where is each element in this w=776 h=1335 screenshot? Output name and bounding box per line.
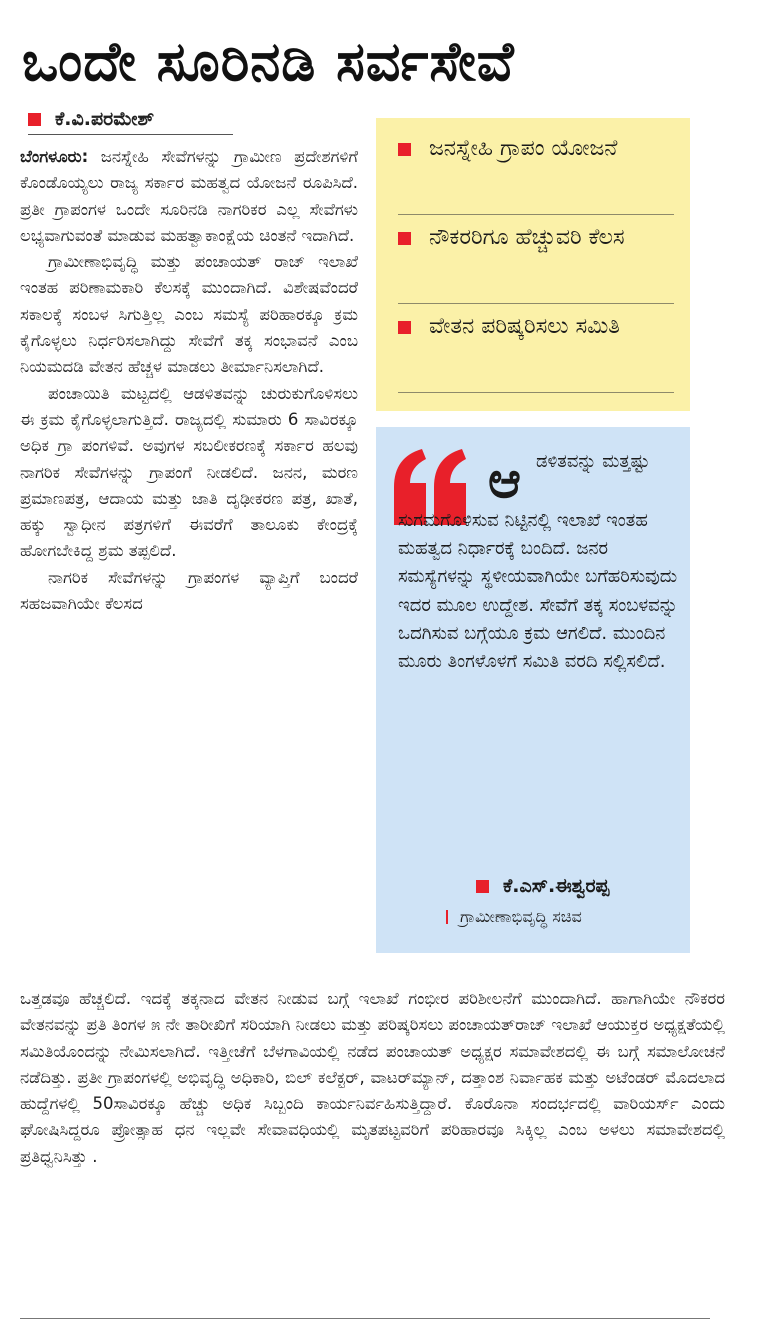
article-paragraph <box>20 144 358 249</box>
byline-author: ಕೆ.ವಿ.ಪರಮೇಶ್ <box>55 108 155 130</box>
quote-author <box>476 875 609 897</box>
highlight-text: ಜನಸ್ನೇಹಿ ಗ್ರಾಪಂ ಯೋಜನೆ <box>429 136 618 161</box>
quote-author-name: ಕೆ.ಎಸ್.ಈಶ್ವರಪ್ಪ <box>503 875 610 897</box>
byline <box>28 104 233 135</box>
article-column <box>20 144 358 986</box>
highlight-item <box>398 221 674 304</box>
article-paragraph: ನಾಗರಿಕ ಸೇವೆಗಳನ್ನು ಗ್ರಾಪಂಗಳ ವ್ಯಾಪ್ತಿಗೆ ಬಂದರೆ ಸಹಜವಾಗಿಯೇ ಕೆಲಸದ <box>20 567 358 614</box>
article-paragraph: ಗ್ರಾಮೀಣಾಭಿವೃದ್ಧಿ ಮತ್ತು ಪಂಚಾಯತ್ ರಾಜ್ ಇಲಾಖೆ ಇಂತಹ ಪರಿಣಾಮಕಾರಿ ಕೆಲಸಕ್ಕೆ ಮುಂದಾಗಿದೆ. ವಿಶೇಷವೆಂದರೆ ಸಕಾಲಕ್ಕೆ ಸಂಬಳ ಸಿಗುತ್ತಿಲ್ಲ ಎಂಬ ಸಮಸ್ಯೆ ಪರಿಹಾರಕ್ಕೂ ಕ್ರಮ ಕೈಗೊಳ್ಳಲು ನಿರ್ಧರಿಸಲಾಗಿದ್ದು ಸೇವೆಗೆ ತಕ್ಕ ಸಂಭಾವನೆ ಎಂಬ ನಿಯಮದಡಿ ವೇತನ ಹೆಚ್ಚಳ ಮಾಡಲು ತೀರ್ಮಾನಿಸಲಾಗಿದೆ. <box>20 252 358 377</box>
quote-role-text: ಗ್ರಾಮೀಣಾಭಿವೃದ್ಧಿ ಸಚಿವ <box>460 907 582 926</box>
dateline: ಬೆಂಗಳೂರು: <box>20 147 89 166</box>
quote-author-role <box>446 907 582 927</box>
divider <box>20 1318 710 1319</box>
quote-text: ಸುಗಮಗೊಳಿಸುವ ನಿಟ್ಟಿನಲ್ಲಿ ಇಲಾಖೆ ಇಂತಹ ಮಹತ್ವದ ನಿರ್ಧಾರಕ್ಕೆ ಬಂದಿದೆ. ಜನರ ಸಮಸ್ಯೆಗಳನ್ನು ಸ್ಥಳೀಯವಾಗಿಯೇ ಬಗೆಹರಿಸುವುದು ಇದರ ಮೂಲ ಉದ್ದೇಶ. ಸೇವೆಗೆ ತಕ್ಕ ಸಂಬಳವನ್ನು ಒದಗಿಸುವ ಬಗ್ಗೆಯೂ ಕ್ರಮ ಆಗಲಿದೆ. ಮುಂದಿನ ಮೂರು ತಿಂಗಳೊಳಗೆ ಸಮಿತಿ ವರದಿ ಸಲ್ಲಿಸಲಿದೆ. <box>398 510 678 673</box>
quote-box <box>376 427 690 953</box>
bullet-square-icon <box>28 113 41 126</box>
highlight-item <box>398 132 674 215</box>
highlight-text: ನೌಕರರಿಗೂ ಹೆಚ್ಚುವರಿ ಕೆಲಸ <box>429 225 625 250</box>
bar-icon <box>446 910 448 924</box>
headline: ಒಂದೇ ಸೂರಿನಡಿ ಸರ್ವಸೇವೆ <box>22 30 515 93</box>
highlight-item <box>398 310 674 393</box>
paragraph-text: ಜನಸ್ನೇಹಿ ಸೇವೆಗಳನ್ನು ಗ್ರಾಮೀಣ ಪ್ರದೇಶಗಳಿಗೆ ಕೊಂಡೊಯ್ಯಲು ರಾಜ್ಯ ಸರ್ಕಾರ ಮಹತ್ವದ ಯೋಜನೆ ರೂಪಿಸಿದೆ. ಪ್ರತೀ ಗ್ರಾಪಂಗಳ ಒಂದೇ ಸೂರಿನಡಿ ನಾಗರಿಕರ ಎಲ್ಲ ಸೇವೆಗಳು ಲಭ್ಯವಾಗುವಂತೆ ಮಾಡುವ ಮಹತ್ವಾಕಾಂಕ್ಷೆಯ ಚಿಂತನೆ ಇದಾಗಿದೆ. <box>20 147 358 245</box>
article-continuation <box>20 986 725 1306</box>
bullet-square-icon <box>476 880 489 893</box>
highlight-text: ವೇತನ ಪರಿಷ್ಕರಿಸಲು ಸಮಿತಿ <box>429 314 620 339</box>
highlights-box <box>376 118 690 411</box>
article-paragraph: ಪಂಚಾಯಿತಿ ಮಟ್ಟದಲ್ಲಿ ಆಡಳಿತವನ್ನು ಚುರುಕುಗೊಳಿಸಲು ಈ ಕ್ರಮ ಕೈಗೊಳ್ಳಲಾಗುತ್ತಿದೆ. ರಾಜ್ಯದಲ್ಲಿ ಸುಮಾರು 6 ಸಾವಿರಕ್ಕೂ ಅಧಿಕ ಗ್ರಾ ಪಂಗಳಿವೆ. ಅವುಗಳ ಸಬಲೀಕರಣಕ್ಕೆ ಸರ್ಕಾರ ಹಲವು ನಾಗರಿಕ ಸೇವೆಗಳನ್ನು ಗ್ರಾಪಂಗೆ ನೀಡಲಿದೆ. ಜನನ, ಮರಣ ಪ್ರಮಾಣಪತ್ರ, ಆದಾಯ ಮತ್ತು ಜಾತಿ ದೃಢೀಕರಣ ಪತ್ರ, ಖಾತೆ, ಹಕ್ಕು ಸ್ವಾಧೀನ ಪತ್ರಗಳಿಗೆ ಈವರೆಗೆ ತಾಲೂಕು ಕೇಂದ್ರಕ್ಕೆ ಹೋಗಬೇಕಿದ್ದ ಶ್ರಮ ತಪ್ಪಲಿದೆ. <box>20 383 358 561</box>
bullet-square-icon <box>398 321 411 334</box>
bullet-square-icon <box>398 143 411 156</box>
bullet-square-icon <box>398 232 411 245</box>
article-paragraph: ಒತ್ತಡವೂ ಹೆಚ್ಚಲಿದೆ. ಇದಕ್ಕೆ ತಕ್ಕನಾದ ವೇತನ ನೀಡುವ ಬಗ್ಗೆ ಇಲಾಖೆ ಗಂಭೀರ ಪರಿಶೀಲನೆಗೆ ಮುಂದಾಗಿದೆ. ಹಾಗಾಗಿಯೇ ನೌಕರರ ವೇತನವನ್ನು ಪ್ರತಿ ತಿಂಗಳ ೫ ನೇ ತಾರೀಖಿಗೆ ಸರಿಯಾಗಿ ನೀಡಲು ಮತ್ತು ಪರಿಷ್ಕರಿಸಲು ಪಂಚಾಯತ್‌ರಾಜ್ ಇಲಾಖೆ ಆಯುಕ್ತರ ಅಧ್ಯಕ್ಷತೆಯಲ್ಲಿ ಸಮಿತಿಯೊಂದನ್ನು ನೇಮಿಸಲಾಗಿದೆ. ಇತ್ತೀಚೆಗೆ ಬೆಳಗಾವಿಯಲ್ಲಿ ನಡೆದ ಪಂಚಾಯತ್ ಅಧ್ಯಕ್ಷರ ಸಮಾವೇಶದಲ್ಲಿ ಈ ಬಗ್ಗೆ ಸಮಾಲೋಚನೆ ನಡೆದಿತ್ತು. ಪ್ರತೀ ಗ್ರಾಪಂಗಳಲ್ಲಿ ಅಭಿವೃದ್ಧಿ ಅಧಿಕಾರಿ, ಬಿಲ್ ಕಲೆಕ್ಟರ್, ವಾಟರ್‌ಮ್ಯಾನ್, ದತ್ತಾಂಶ ನಿರ್ವಾಹಕ ಮತ್ತು ಅಟೆಂಡರ್ ಮೊದಲಾದ ಹುದ್ದೆಗಳಲ್ಲಿ 50ಸಾವಿರಕ್ಕೂ ಹೆಚ್ಚು ಅಧಿಕ ಸಿಬ್ಬಂದಿ ಕಾರ್ಯನಿರ್ವಹಿಸುತ್ತಿದ್ದಾರೆ. ಕೊರೊನಾ ಸಂದರ್ಭದಲ್ಲಿ ವಾರಿಯರ್ಸ್ ಎಂದು ಘೋಷಿಸಿದ್ದರೂ ಪ್ರೋತ್ಸಾಹ ಧನ ಇಲ್ಲವೇ ಸೇವಾವಧಿಯಲ್ಲಿ ಮೃತಪಟ್ಟವರಿಗೆ ಪರಿಹಾರವೂ ಸಿಕ್ಕಿಲ್ಲ ಎಂಬ ಅಳಲು ಸಮಾವೇಶದಲ್ಲಿ ಪ್ರತಿಧ್ವನಿಸಿತ್ತು . <box>20 989 725 1166</box>
quote-dropcap: ಆ <box>488 451 521 509</box>
quote-first-line: ಡಳಿತವನ್ನು ಮತ್ತಷ್ಟು <box>536 451 650 472</box>
